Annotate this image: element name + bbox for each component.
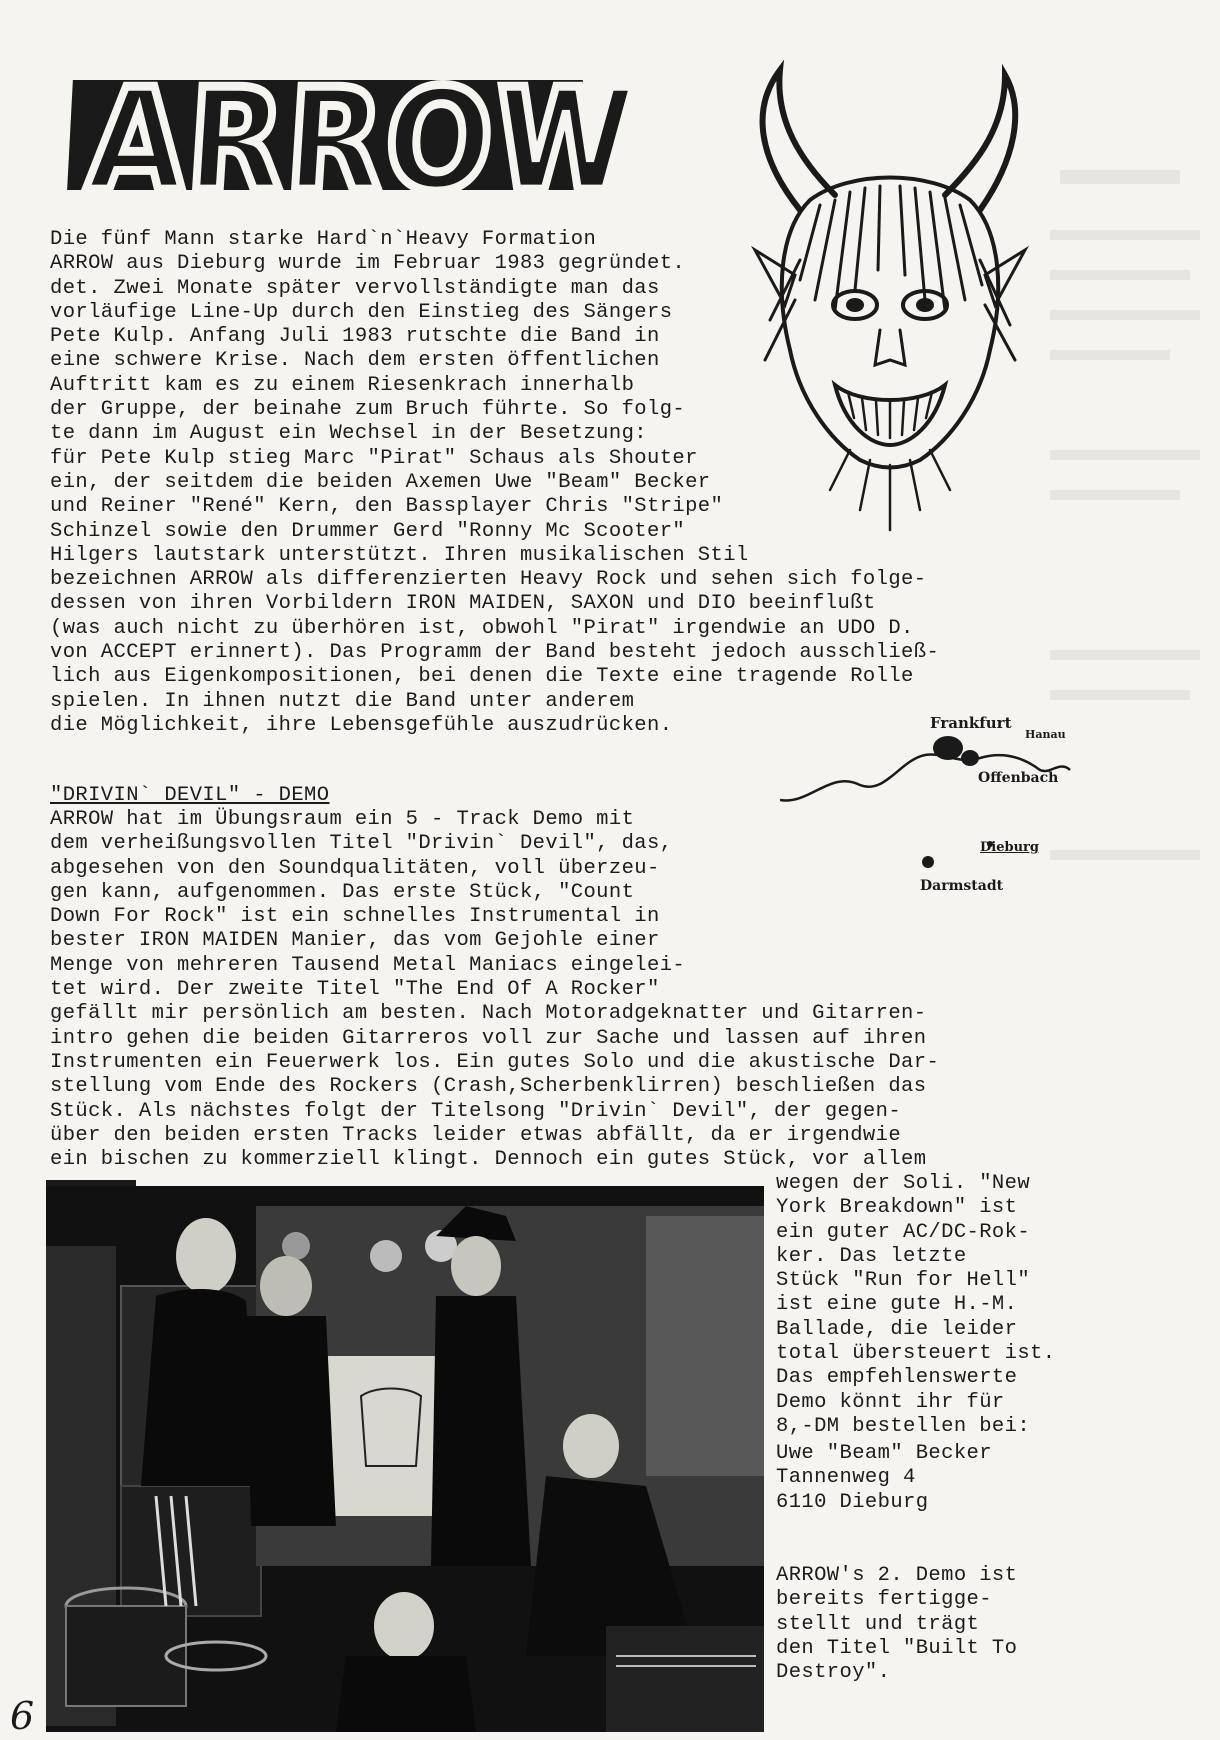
map-label-dieburg: Dieburg — [980, 840, 1039, 855]
band-photo — [46, 1186, 764, 1732]
intro-paragraph: Die fünf Mann starke Hard`n`Heavy Formation ARROW aus Dieburg wurde im Februar 1983 gegründet. det. Zwei Monate später vervollständigte man das vorläufige Line-Up durch den Einstieg des Sängers Pete Kulp. Anfang Juli 1983 rutschte die Band in eine schwere Krise. Nach dem ersten öffentlichen Auftritt kam es zu einem Riesenkrach innerhalb der Gruppe, der beinahe zum Bruch führte. So folg- te dann im August ein Wechsel in der Besetzung: für Pete Kulp stieg Marc "Pirat" Schaus als Shouter ein, der seitdem die beiden Axemen Uwe "Beam" Becker und Reiner "René" Kern, den Bassplayer Chris "Stripe" Schinzel sowie den Drummer Gerd "Ronny Mc Scooter" Hilgers lautstark unterstützt. Ihren musikalischen Stil bezeichnen ARROW als differenzierten Heavy Rock und sehen sich folge- dessen von ihren Vorbildern IRON MAIDEN, SAXON und DIO beeinflußt (was auch nicht zu überhören ist, obwohl "Pirat" irgendwie an UDO D. von ACCEPT erinnert). Das Programm der Band besteht jedoch ausschließ- lich aus Eigenkompositionen, bei denen die Texte eine tragende Rolle spielen. In ihnen nutzt die Band unter anderem die Möglichkeit, ihre Lebensgefühle auszudrücken. — [50, 228, 940, 737]
map-label-darmstadt: Darmstadt — [920, 878, 1004, 894]
demo-heading: "DRIVIN` DEVIL" - DEMO — [50, 784, 330, 807]
band-logo — [70, 58, 641, 223]
demo-review-paragraph: ARROW hat im Übungsraum ein 5 - Track Demo mit dem verheißungsvollen Titel "Drivin` Devil", das, abgesehen von den Soundqualitäten, voll überzeu- gen kann, aufgenommen. Das erste Stück, "Count Down For Rock" ist ein schnelles Instrumental in bester IRON MAIDEN Manier, das vom Gejohle einer Menge von mehreren Tausend Metal Maniacs eingelei- tet wird. Der zweite Titel "The End Of A Rocker" gefällt mir persönlich am besten. Nach Motoradgeknatter und Gitarren- intro gehen die beiden Gitarreros voll zur Sache und lassen auf ihren Instrumenten ein Feuerwerk los. Ein gutes Solo und die akustische Dar- stellung vom Ende des Rockers (Crash,Scherbenklirren) beschließen das Stück. Als nächstes folgt der Titelsong "Drivin` Devil", der gegen- über den beiden ersten Tracks leider etwas abfällt, da er irgendwie ein bischen zu kommerziell klingt. Dennoch ein gutes Stück, vor allem — [50, 808, 940, 1172]
bleed-through-texture — [1040, 150, 1210, 1050]
page-number: 6 — [10, 1694, 35, 1738]
map-label-hanau: Hanau — [1025, 728, 1066, 741]
map-label-offenbach: Offenbach — [978, 770, 1059, 786]
location-map — [780, 710, 1080, 910]
second-demo-note: ARROW's 2. Demo ist bereits fertigge- stellt und trägt den Titel "Built To Destroy". — [776, 1564, 1018, 1685]
contact-address: Uwe "Beam" Becker Tannenweg 4 6110 Dieburg — [776, 1442, 992, 1514]
map-label-frankfurt: Frankfurt — [930, 714, 1012, 732]
demo-review-continued: wegen der Soli. "New York Breakdown" ist ein guter AC/DC-Rok- ker. Das letzte Stück "Run for Hell" ist eine gute H.-M. Ballade, die leider total übersteuert ist. Das empfehlenswerte Demo könnt ihr für 8,-DM bestellen bei: — [776, 1172, 1056, 1438]
logo-text: ARROW — [82, 58, 641, 223]
